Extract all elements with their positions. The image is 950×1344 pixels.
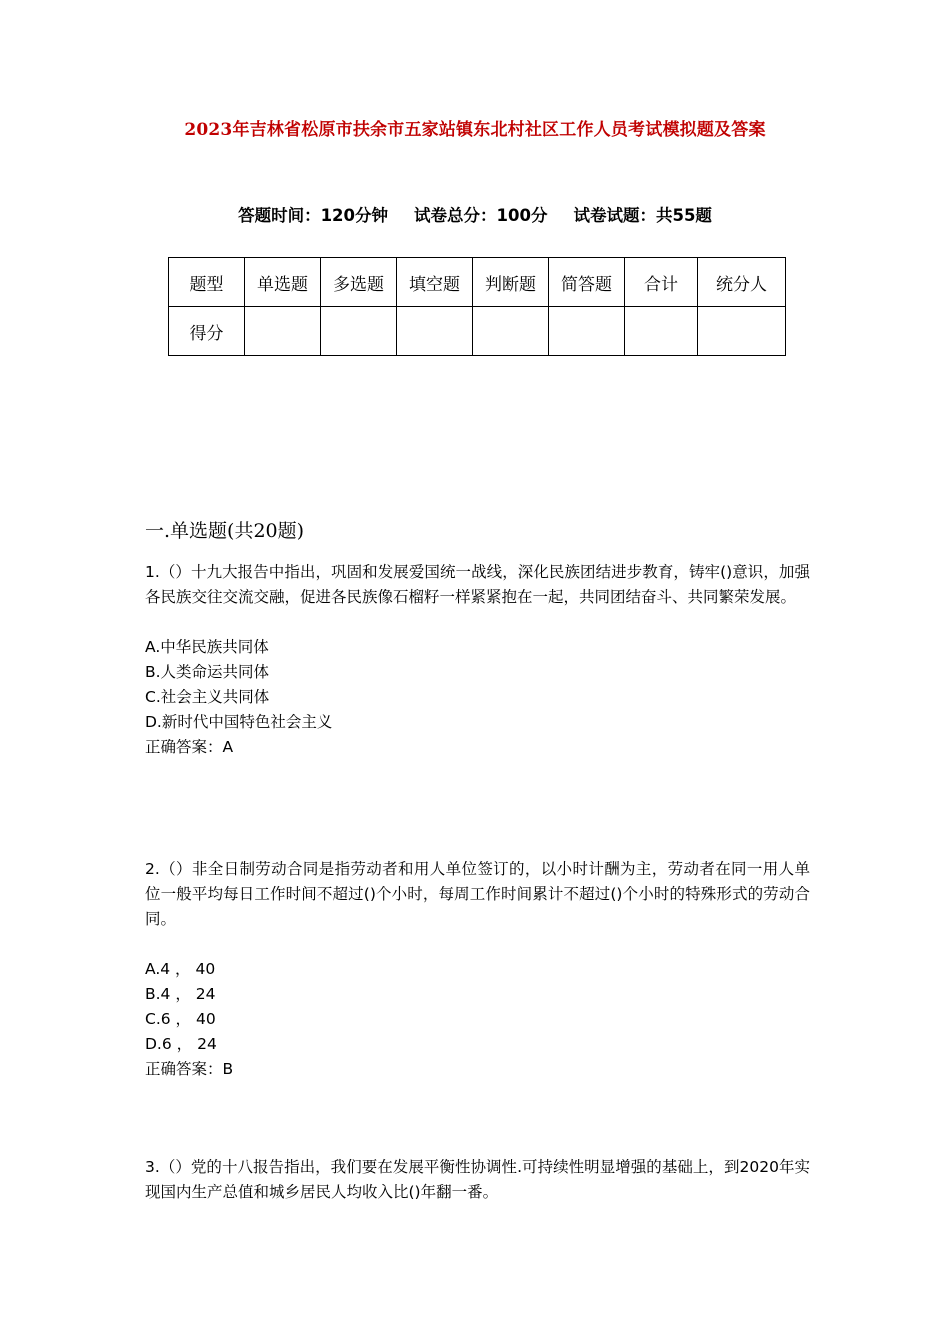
option-b: B.4 ， 24 <box>145 985 216 1003</box>
score-cell <box>698 307 786 356</box>
header-cell: 统分人 <box>698 258 786 307</box>
exam-question-count: 试卷试题：共55题 <box>573 206 712 225</box>
header-cell: 合计 <box>625 258 698 307</box>
section-heading: 一.单选题(共20题) <box>145 520 305 542</box>
question-1 <box>145 560 810 760</box>
option-b: B.人类命运共同体 <box>145 663 270 681</box>
header-cell: 简答题 <box>549 258 625 307</box>
question-stem: 2.（）非全日制劳动合同是指劳动者和用人单位签订的，以小时计酬为主，劳动者在同一用人单位一般平均每日工作时间不超过()个小时，每周工作时间累计不超过()个小时的特殊形式的劳动合同。 <box>145 860 810 928</box>
option-c: C.6 ， 40 <box>145 1010 216 1028</box>
header-cell: 题型 <box>169 258 245 307</box>
option-a: A.中华民族共同体 <box>145 638 269 656</box>
score-cell <box>245 307 321 356</box>
correct-answer: 正确答案：A <box>145 738 234 756</box>
header-cell: 判断题 <box>473 258 549 307</box>
option-c: C.社会主义共同体 <box>145 688 270 706</box>
question-options <box>145 957 810 1082</box>
question-2 <box>145 857 810 1082</box>
question-options <box>145 635 810 760</box>
header-cell: 填空题 <box>397 258 473 307</box>
score-cell <box>625 307 698 356</box>
option-d: D.6 ， 24 <box>145 1035 217 1053</box>
question-stem: 3.（）党的十八报告指出，我们要在发展平衡性协调性.可持续性明显增强的基础上，到2020年实现国内生产总值和城乡居民人均收入比()年翻一番。 <box>145 1158 810 1201</box>
header-cell: 多选题 <box>321 258 397 307</box>
score-table <box>168 257 786 356</box>
document-title: 2023年吉林省松原市扶余市五家站镇东北村社区工作人员考试模拟题及答案 <box>184 120 766 140</box>
score-cell <box>549 307 625 356</box>
correct-answer: 正确答案：B <box>145 1060 234 1078</box>
option-a: A.4 ， 40 <box>145 960 216 978</box>
question-stem: 1.（）十九大报告中指出，巩固和发展爱国统一战线，深化民族团结进步教育，铸牢()意识，加强各民族交往交流交融，促进各民族像石榴籽一样紧紧抱在一起，共同团结奋斗、共同繁荣发展。 <box>145 563 810 606</box>
exam-time: 答题时间：120分钟 <box>238 206 389 225</box>
score-row-label: 得分 <box>169 307 245 356</box>
exam-info <box>0 202 950 226</box>
header-cell: 单选题 <box>245 258 321 307</box>
score-cell <box>321 307 397 356</box>
score-cell <box>473 307 549 356</box>
exam-total-score: 试卷总分：100分 <box>414 206 548 225</box>
score-table-score-row <box>169 307 786 356</box>
option-d: D.新时代中国特色社会主义 <box>145 713 333 731</box>
question-3 <box>145 1155 810 1205</box>
score-cell <box>397 307 473 356</box>
score-table-header-row <box>169 258 786 307</box>
